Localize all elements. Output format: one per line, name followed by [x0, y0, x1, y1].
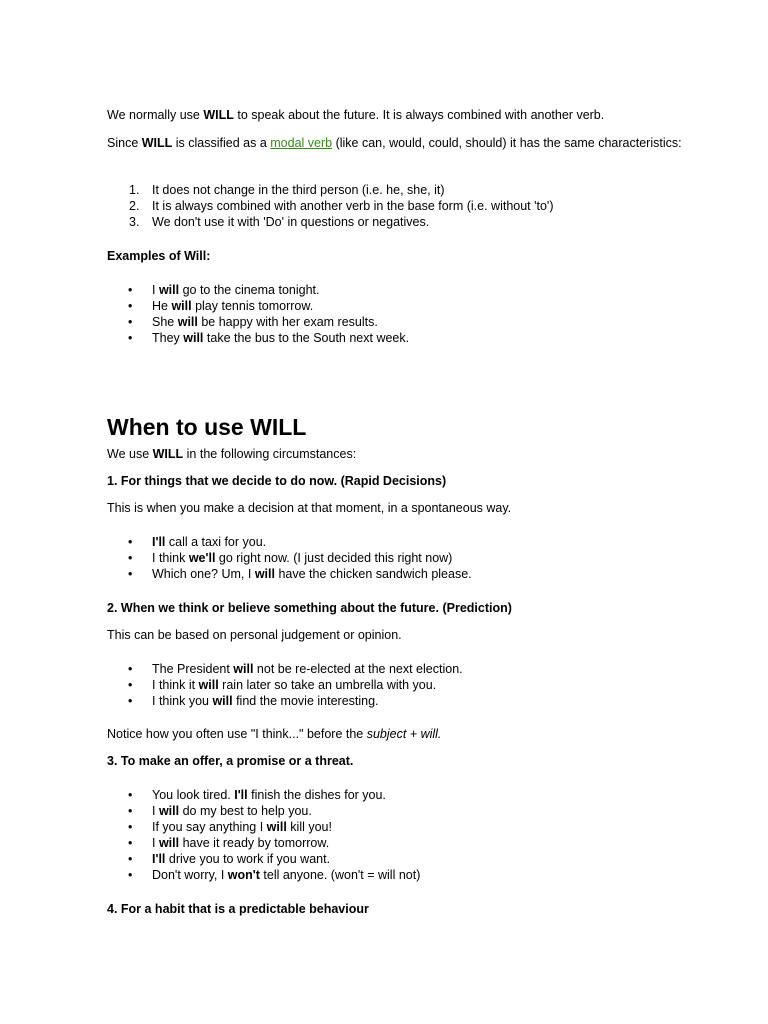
list-item: • You look tired. I'll finish the dishes for you.	[107, 787, 708, 803]
offer-heading: 3. To make an offer, a promise or a threat.	[107, 754, 354, 768]
list-text: We don't use it with 'Do' in questions or negatives.	[152, 215, 430, 229]
list-item: • I think it will rain later so take an umbrella with you.	[107, 677, 708, 693]
when-intro: We use WILL in the following circumstances:	[107, 447, 357, 461]
text: Since	[107, 136, 142, 150]
text: (like can, would, could, should) it has the same characteristics:	[332, 136, 682, 150]
list-item: • I will do my best to help you.	[107, 803, 708, 819]
text: We normally use	[107, 108, 204, 122]
list-item: • I'll call a taxi for you.	[107, 534, 708, 550]
list-item: • I'll drive you to work if you want.	[107, 851, 708, 867]
examples-heading: Examples of Will:	[107, 249, 211, 263]
list-item: • I will have it ready by tomorrow.	[107, 835, 708, 851]
rapid-decisions-heading: 1. For things that we decide to do now. (Rapid Decisions)	[107, 474, 447, 488]
list-item: • I will go to the cinema tonight.	[107, 282, 708, 298]
prediction-list	[107, 661, 708, 709]
list-text: It does not change in the third person (i.e. he, she, it)	[152, 183, 445, 197]
list-item: • They will take the bus to the South next week.	[107, 330, 708, 346]
list-number: 1.	[129, 183, 140, 197]
rapid-decisions-text: This is when you make a decision at that moment, in a spontaneous way.	[107, 501, 512, 515]
rapid-decisions-list	[107, 534, 708, 582]
list-number: 2.	[129, 199, 140, 213]
list-item	[107, 214, 708, 230]
offer-list	[107, 787, 708, 883]
list-item: • Which one? Um, I will have the chicken sandwich please.	[107, 566, 708, 582]
intro-paragraph-2	[107, 135, 708, 151]
bold-will: WILL	[141, 136, 173, 150]
text: to speak about the future. It is always combined with another verb.	[233, 108, 605, 122]
prediction-text: This can be based on personal judgement or opinion.	[107, 628, 402, 642]
intro-paragraph-1	[107, 107, 708, 123]
list-item: • If you say anything I will kill you!	[107, 819, 708, 835]
bold-will: WILL	[203, 108, 234, 122]
habit-heading: 4. For a habit that is a predictable behaviour	[107, 902, 369, 916]
list-item: • He will play tennis tomorrow.	[107, 298, 708, 314]
list-item: • Don't worry, I won't tell anyone. (won't = will not)	[107, 867, 708, 883]
list-item: • She will be happy with her exam results.	[107, 314, 708, 330]
text: is classified as a	[172, 136, 271, 150]
notice-text: Notice how you often use "I think..." before the subject + will.	[107, 727, 442, 741]
modal-verb-link[interactable]: modal verb	[270, 136, 333, 150]
examples-list	[107, 282, 708, 346]
characteristics-list	[107, 182, 708, 230]
prediction-heading: 2. When we think or believe something about the future. (Prediction)	[107, 601, 512, 615]
list-item: • I think we'll go right now. (I just decided this right now)	[107, 550, 708, 566]
list-text: It is always combined with another verb in the base form (i.e. without 'to')	[152, 199, 554, 213]
list-item	[107, 198, 708, 214]
list-number: 3.	[129, 215, 140, 229]
list-item: • I think you will find the movie interesting.	[107, 693, 708, 709]
section-title: When to use WILL	[107, 414, 307, 440]
list-item	[107, 182, 708, 198]
list-item: • The President will not be re-elected at the next election.	[107, 661, 708, 677]
